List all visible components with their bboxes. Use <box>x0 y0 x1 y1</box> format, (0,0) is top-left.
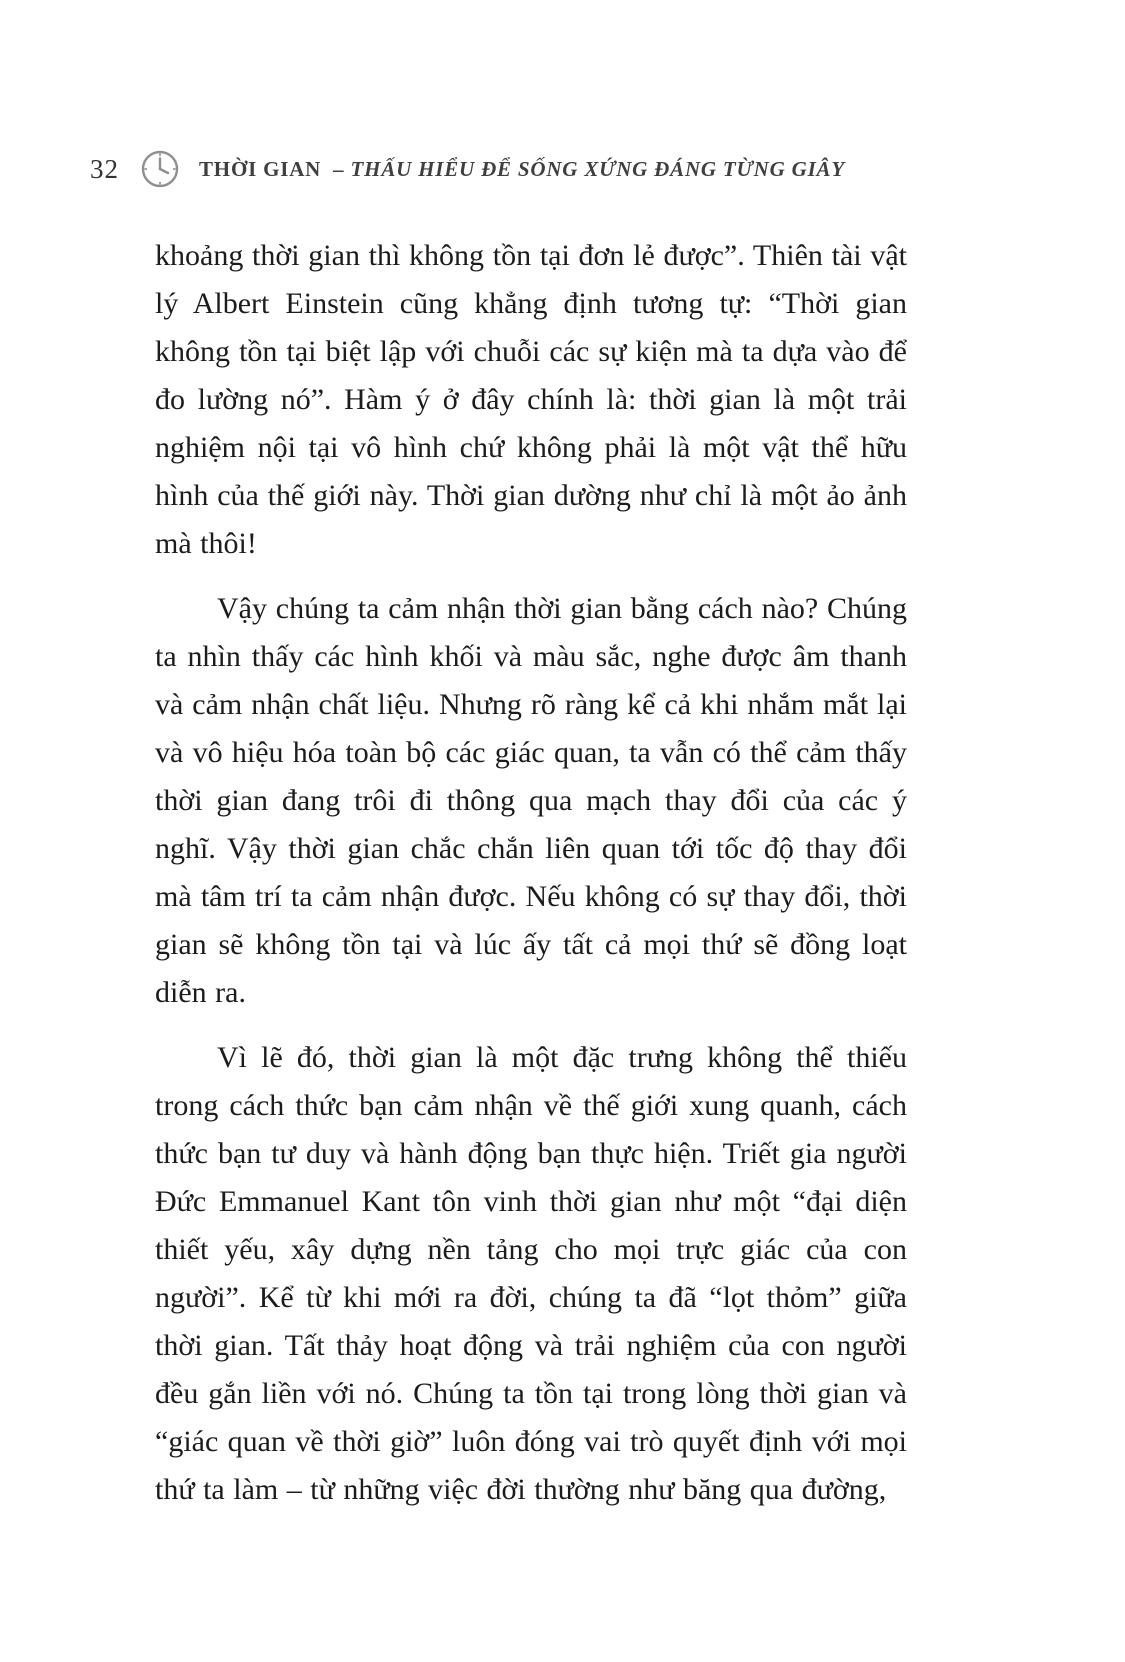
page-body <box>155 232 907 1531</box>
page-header <box>90 148 1035 190</box>
running-title-main: THỜI GIAN <box>199 156 322 181</box>
running-title-subtitle: – THẤU HIỂU ĐỂ SỐNG XỨNG ĐÁNG TỪNG GIÂY <box>333 156 845 181</box>
paragraph: Vậy chúng ta cảm nhận thời gian bằng cách nào? Chúng ta nhìn thấy các hình khối và màu sắc, nghe được âm thanh và cảm nhận chất liệu. Nhưng rõ ràng kể cả khi nhắm mắt lại và vô hiệu hóa toàn bộ các giác quan, ta vẫn có thể cảm thấy thời gian đang trôi đi thông qua mạch thay đổi của các ý nghĩ. Vậy thời gian chắc chắn liên quan tới tốc độ thay đổi mà tâm trí ta cảm nhận được. Nếu không có sự thay đổi, thời gian sẽ không tồn tại và lúc ấy tất cả mọi thứ sẽ đồng loạt diễn ra. <box>155 592 907 1009</box>
clock-icon <box>139 148 181 190</box>
paragraph: khoảng thời gian thì không tồn tại đơn lẻ được”. Thiên tài vật lý Albert Einstein cũng khẳng định tương tự: “Thời gian không tồn tại biệt lập với chuỗi các sự kiện mà ta dựa vào để đo lường nó”. Hàm ý ở đây chính là: thời gian là một trải nghiệm nội tại vô hình chứ không phải là một vật thể hữu hình của thế giới này. Thời gian dường như chỉ là một ảo ảnh mà thôi! <box>155 239 907 560</box>
paragraph: Vì lẽ đó, thời gian là một đặc trưng không thể thiếu trong cách thức bạn cảm nhận về thế giới xung quanh, cách thức bạn tư duy và hành động bạn thực hiện. Triết gia người Đức Emmanuel Kant tôn vinh thời gian như một “đại diện thiết yếu, xây dựng nền tảng cho mọi trực giác của con người”. Kể từ khi mới ra đời, chúng ta đã “lọt thỏm” giữa thời gian. Tất thảy hoạt động và trải nghiệm của con người đều gắn liền với nó. Chúng ta tồn tại trong lòng thời gian và “giác quan về thời giờ” luôn đóng vai trò quyết định với mọi thứ ta làm – từ những việc đời thường như băng qua đường, <box>155 1041 907 1506</box>
running-title <box>199 157 845 182</box>
page-number: 32 <box>90 153 119 184</box>
